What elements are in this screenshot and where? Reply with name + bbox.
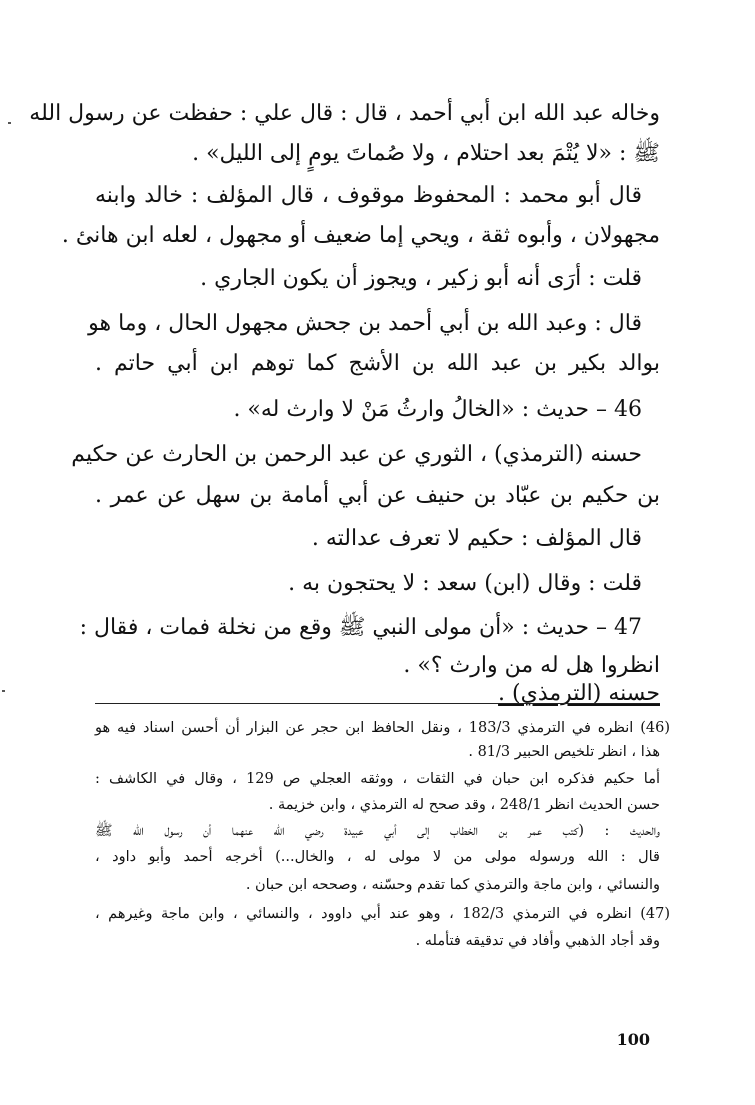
footnote-line: أما حكيم فذكره ابن حبان في الثقات ، ووثقه العجلي ص 129 ، وقال في الكاشف : <box>95 771 661 787</box>
footnote-divider <box>95 703 660 704</box>
scan-mark-top <box>8 122 11 124</box>
footnote-line: هذا ، انظر تلخيص الحبير 81/3 . <box>468 744 660 760</box>
body-line: انظروا هل له من وارث ؟» . <box>403 653 660 678</box>
footnote-line: وقد أجاد الذهبي وأفاد في تدقيقه فتأمله . <box>415 933 660 949</box>
body-line: قلت : وقال (ابن) سعد : لا يحتجون به . <box>288 571 642 596</box>
body-line: بن حكيم بن عبّاد بن حنيف عن أبي أمامة بن سهل عن عمر . <box>95 483 660 508</box>
hadith-47-heading: 47 – حديث : «أن مولى النبي ﷺ وقع من نخلة فمات ، فقال : <box>79 615 642 640</box>
body-line: حسنه (الترمذي) ، الثوري عن عبد الرحمن بن الحارث عن حكيم <box>71 442 642 467</box>
page-number: 100 <box>616 1030 650 1049</box>
footnote-line: قال : الله ورسوله مولى من لا مولى له ، والخال...) أخرجه أحمد وأبو داود ، <box>95 849 660 865</box>
footnote-line: حسن الحديث انظر 248/1 ، وقد صحح له الترمذي ، وابن خزيمة . <box>268 797 660 813</box>
body-line: وخاله عبد الله ابن أبي أحمد ، قال : قال علي : حفظت عن رسول الله <box>29 101 660 126</box>
footnote-line: (47) انظره في الترمذي 182/3 ، وهو عند أبي داوود ، والنسائي ، وابن ماجة وغيرهم ، <box>95 906 670 922</box>
scan-mark-bottom <box>2 690 5 692</box>
body-line: قال : وعبد الله بن أبي أحمد بن جحش مجهول الحال ، وما هو <box>88 311 642 336</box>
hadith-46-heading: 46 – حديث : «الخالُ وارثُ مَنْ لا وارث له» . <box>233 397 642 422</box>
footnote-line: والحديث : (كتب عمر بن الخطاب إلى أبي عبيدة رضي الله عنهما أن رسول الله ﷺ <box>95 823 660 839</box>
body-line: ﷺ : «لا يُتْمَ بعد احتلام ، ولا صُماتَ يومٍ إلى الليل» . <box>192 141 660 166</box>
body-line: قلت : أرَى أنه أبو زكير ، ويجوز أن يكون الجاري . <box>200 266 642 291</box>
body-line: قال المؤلف : حكيم لا تعرف عدالته . <box>311 526 642 551</box>
footnote-line: والنسائي ، وابن ماجة والترمذي كما تقدم وحسّنه ، وصححه ابن حبان . <box>245 877 660 893</box>
body-line: بوالد بكير بن عبد الله بن الأشج كما توهم ابن أبي حاتم . <box>95 351 660 376</box>
body-line: مجهولان ، وأبوه ثقة ، ويحي إما ضعيف أو مجهول ، لعله ابن هانئ . <box>61 223 660 248</box>
body-line: قال أبو محمد : المحفوظ موقوف ، قال المؤلف : خالد وابنه <box>95 183 642 208</box>
underlined-text: حسنه (الترمذي) . <box>498 681 660 706</box>
footnote-line: (46) انظره في الترمذي 183/3 ، ونقل الحافظ ابن حجر عن البزار أن أحسن اسناد فيه هو <box>95 720 671 736</box>
